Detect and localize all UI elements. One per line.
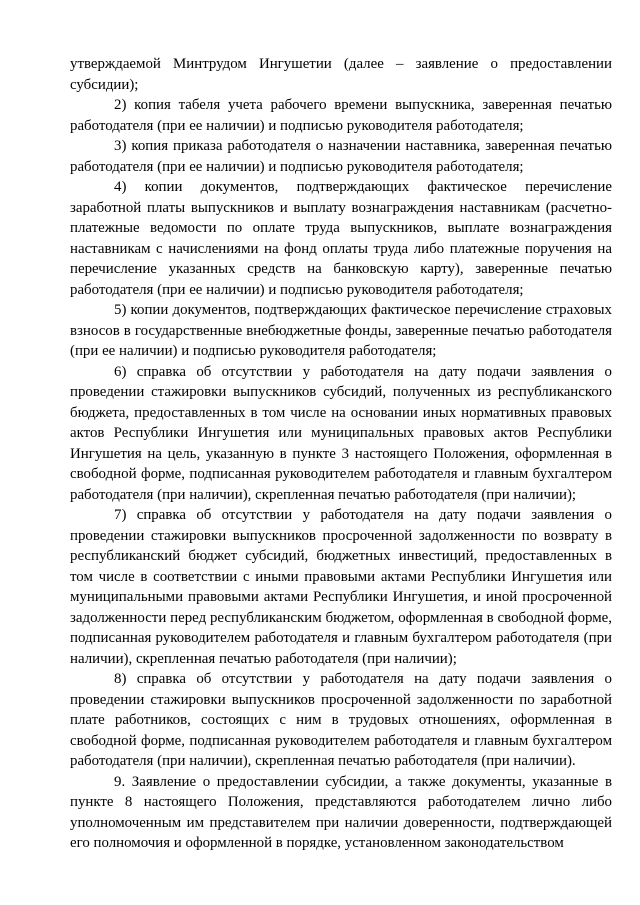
paragraph-section-9-submission: 9. Заявление о предоставлении субсидии, а также документы, указанные в пункте 8 настоящего Положения, представляются работодателем лично либо уполномоченным им представителем при наличии доверенности, подтверждающей его полномочия и оформленной в порядке, установленном законодательством	[70, 773, 612, 851]
document-page	[70, 54, 612, 854]
paragraph-item-6-subsidy-certificate: 6) справка об отсутствии у работодателя на дату подачи заявления о проведении стажировки выпускников субсидий, полученных из республиканского бюджета, предоставленных в том числе на основании иных нормативных правовых актов Республики Ингушетия или муниципальных правовых актов Республики Ингушетия на цель, указанную в пункте 3 настоящего Положения, оформленная в свободной форме, подписанная руководителем работодателя и главным бухгалтером работодателя (при наличии), скрепленная печатью работодателя (при наличии);	[70, 363, 612, 503]
paragraph-item-8-wage-arrears-certificate: 8) справка об отсутствии у работодателя на дату подачи заявления о проведении стажировки выпускников просроченной задолженности по заработной плате работников, состоящих с ним в трудовых отношениях, оформленная в свободной форме, подписанная руководителем работодателя и главным бухгалтером работодателя (при наличии), скрепленная печатью работодателя (при наличии).	[70, 671, 612, 769]
paragraph-item-2-timesheet: 2) копия табеля учета рабочего времени выпускника, заверенная печатью работодателя (при ее наличии) и подписью руководителя работодателя;	[70, 97, 612, 134]
paragraph-item-5-insurance-documents: 5) копии документов, подтверждающих фактическое перечисление страховых взносов в государственные внебюджетные фонды, заверенные печатью работодателя (при ее наличии) и подписью руководителя работодателя;	[70, 302, 612, 359]
paragraph-item-4-salary-documents: 4) копии документов, подтверждающих фактическое перечисление заработной платы выпускников и выплату вознаграждения наставникам (расчетно-платежные ведомости по оплате труда выпускников, выплате вознаграждения наставникам с начислениями на фонд оплаты труда либо платежные поручения на перечисление указанных средств на банковскую карту), заверенные печатью работодателя (при ее наличии) и подписью руководителя работодателя;	[70, 179, 612, 298]
paragraph-subsidy-application-def: утверждаемой Минтрудом Ингушетии (далее – заявление о предоставлении субсидии);	[70, 56, 612, 93]
paragraph-item-3-mentor-order: 3) копия приказа работодателя о назначении наставника, заверенная печатью работодателя (при ее наличии) и подписью руководителя работодателя;	[70, 138, 612, 175]
paragraph-item-7-overdue-debt-certificate: 7) справка об отсутствии у работодателя на дату подачи заявления о проведении стажировки выпускников просроченной задолженности по возврату в республиканский бюджет субсидий, бюджетных инвестиций, предоставленных в том числе в соответствии с иными правовыми актами Республики Ингушетия или муниципальными правовыми актами Республики Ингушетия, и иной просроченной задолженности перед республиканским бюджетом, оформленная в свободной форме, подписанная руководителем работодателя и главным бухгалтером работодателя (при наличии), скрепленная печатью работодателя (при наличии);	[70, 507, 612, 667]
